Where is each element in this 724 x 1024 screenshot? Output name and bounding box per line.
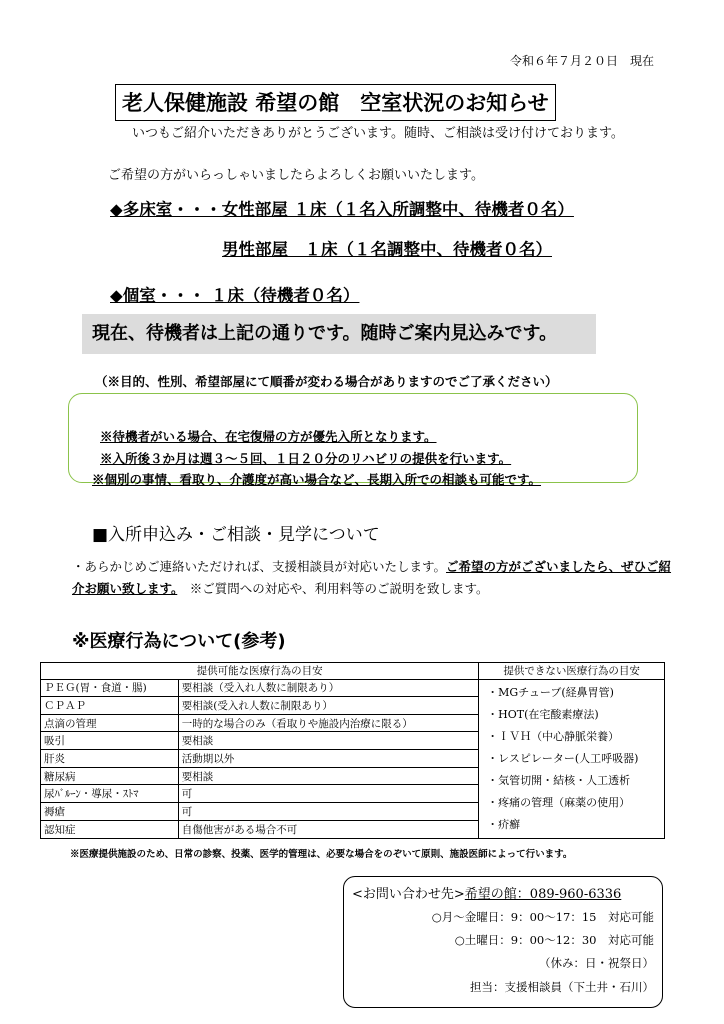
impossible-item: ・MGチューブ(経鼻胃管)	[487, 685, 614, 699]
table-header-row	[41, 663, 665, 680]
room-private: ◆個室・・・ １床（待機者０名）	[110, 286, 360, 305]
row-note: 可	[178, 803, 478, 821]
header-impossible: 提供できない医療行為の目安	[479, 663, 665, 680]
page-title: 老人保健施設 希望の館 空室状況のお知らせ	[115, 84, 556, 121]
contact-phone[interactable]: 希望の館：089-960-6336	[464, 887, 622, 902]
row-note: 要相談	[178, 767, 478, 785]
impossible-item: ・HOT(在宅酸素療法)	[487, 707, 599, 721]
table-row	[41, 679, 665, 697]
impossible-item: ・疼痛の管理（麻薬の使用）	[487, 795, 631, 809]
waitlist-banner: 現在、待機者は上記の通りです。随時ご案内見込みです。	[82, 314, 596, 354]
note-rehab: ※入所後３か月は週３～５回、１日２０分のリハビリの提供を行います。	[100, 451, 512, 466]
order-note: （※目的、性別、希望部屋にて順番が変わる場合がありますのでご了承ください）	[95, 374, 558, 389]
date-line: 令和６年７月２０日 現在	[509, 54, 654, 68]
row-item: ＰＥＧ(胃・食道・腸)	[41, 679, 179, 697]
section-heading-medical: ※医療行為について(参考)	[72, 631, 286, 652]
intro-text-1: いつもご紹介いただきありがとうございます。随時、ご相談は受け付けております。	[132, 126, 624, 141]
application-text-b: ご希望の方がございましたら、ぜひご紹介お願い致します。	[72, 559, 672, 596]
row-note: 可	[178, 785, 478, 803]
contact-weekday-hours: ○月～金曜日：9：00～17：15 対応可能	[431, 910, 654, 924]
row-item: 認知症	[41, 820, 179, 838]
room-multi-male: 男性部屋 １床（１名調整中、待機者０名）	[222, 240, 552, 259]
row-note: 活動期以外	[178, 750, 478, 768]
application-text-c: ※ご質問への対応や、利用料等のご説明を致します。	[177, 581, 489, 596]
intro-text-2: ご希望の方がいらっしゃいましたらよろしくお願いいたします。	[108, 168, 484, 183]
row-item: 点滴の管理	[41, 714, 179, 732]
contact-saturday-hours: ○土曜日：9：00～12：30 対応可能	[454, 933, 654, 947]
medical-table	[40, 662, 665, 839]
note-long-stay: ※個別の事情、看取り、介護度が高い場合など、長期入所での相談も可能です。	[92, 472, 542, 487]
contact-staff: 担当：支援相談員（下土井・石川）	[470, 980, 654, 994]
medical-footnote: ※医療提供施設のため、日常の診察、投薬、医学的管理は、必要な場合をのぞいて原則、施設医師によって行います。	[70, 849, 573, 860]
impossible-item: ・ＩＶＨ（中心静脈栄養）	[487, 729, 620, 743]
row-note: 一時的な場合のみ（看取りや施設内治療に限る）	[178, 714, 478, 732]
row-note: 要相談（受入れ人数に制限あり）	[178, 679, 478, 697]
section-heading-application: ■入所申込み・ご相談・見学について	[92, 525, 380, 545]
row-note: 要相談	[178, 732, 478, 750]
contact-holidays: （休み：日・祝祭日）	[539, 956, 654, 970]
header-possible: 提供可能な医療行為の目安	[41, 663, 479, 680]
row-item: 褥瘡	[41, 803, 179, 821]
row-item: 吸引	[41, 732, 179, 750]
row-item: ＣＰＡＰ	[41, 697, 179, 715]
room-multi-female: ◆多床室・・・女性部屋 １床（１名入所調整中、待機者０名）	[110, 200, 574, 219]
contact-heading	[352, 883, 621, 902]
impossible-item: ・疥癬	[487, 817, 521, 831]
row-note: 自傷他害がある場合不可	[178, 820, 478, 838]
impossible-list	[479, 679, 665, 838]
row-item: 糖尿病	[41, 767, 179, 785]
application-text-a: ・あらかじめご連絡いただければ、支援相談員が対応いたします。	[72, 559, 447, 574]
note-priority: ※待機者がいる場合、在宅復帰の方が優先入所となります。	[100, 429, 437, 444]
application-text	[72, 556, 672, 600]
row-item: 肝炎	[41, 750, 179, 768]
contact-label: <お問い合わせ先>	[352, 887, 465, 902]
impossible-item: ・気管切開・結核・人工透析	[487, 773, 631, 787]
impossible-item: ・レスピレーター(人工呼吸器)	[487, 751, 639, 765]
row-note: 要相談(受入れ人数に制限あり）	[178, 697, 478, 715]
row-item: 尿ﾊﾞﾙｰﾝ・導尿・ｽﾄﾏ	[41, 785, 179, 803]
